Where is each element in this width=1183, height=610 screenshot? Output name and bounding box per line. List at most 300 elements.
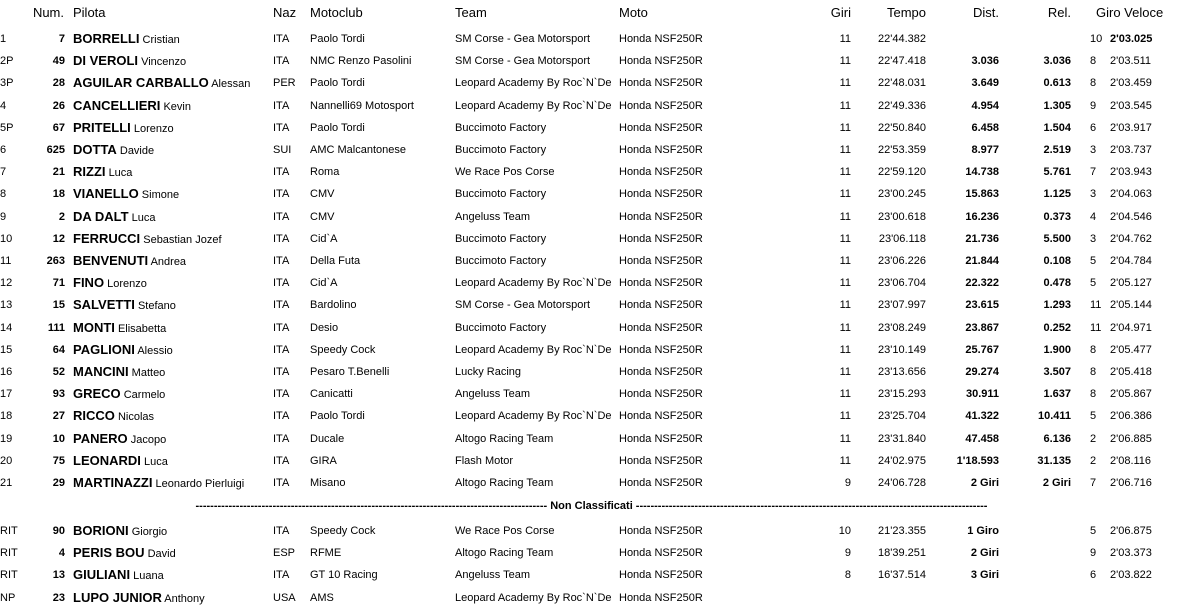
- position-cell: 20: [0, 454, 13, 467]
- team-cell: Leopard Academy By Roc`N`De: [455, 77, 612, 90]
- rider-given-name: Stefano: [137, 300, 176, 313]
- best-lap-time-cell: 2'03.511: [1110, 55, 1152, 68]
- team-cell: Angeluss Team: [455, 569, 531, 582]
- rider-name-cell: [73, 587, 273, 610]
- motoclub-cell: Pesaro T.Benelli: [310, 366, 390, 378]
- gap-cell: 23.867: [965, 321, 999, 334]
- interval-cell: 0.373: [1043, 210, 1071, 223]
- rider-number-cell: 93: [52, 388, 65, 401]
- bike-cell: Honda NSF250R: [619, 232, 703, 245]
- team-cell: Lucky Racing: [455, 366, 522, 378]
- position-cell: 14: [0, 321, 13, 334]
- motoclub-cell: Speedy Cock: [310, 343, 376, 356]
- interval-cell: 2 Giri: [1042, 477, 1071, 489]
- team-cell: Buccimoto Factory: [455, 232, 547, 245]
- best-lap-time-cell: 2'06.875: [1110, 525, 1152, 537]
- bike-cell: Honda NSF250R: [619, 299, 703, 312]
- laps-cell: 10: [838, 525, 851, 537]
- rider-number-cell: 12: [52, 232, 65, 245]
- nation-cell: ITA: [273, 255, 290, 267]
- rider-given-name: Lorenzo: [107, 278, 147, 291]
- rider-name-cell: [73, 95, 273, 118]
- rider-given-name: Vincenzo: [141, 56, 187, 69]
- table-row: [0, 117, 1183, 139]
- laps-cell: 11: [839, 166, 851, 179]
- rider-surname: MONTI: [73, 319, 115, 335]
- team-cell: Leopard Academy By Roc`N`De: [455, 99, 612, 112]
- best-lap-number-cell: 8: [1090, 366, 1097, 378]
- interval-cell: 10.411: [1037, 410, 1071, 423]
- bike-cell: Honda NSF250R: [619, 388, 703, 401]
- rider-number-cell: 111: [47, 321, 65, 334]
- rider-number-cell: 21: [52, 166, 65, 179]
- motoclub-cell: Ducale: [310, 432, 345, 445]
- rider-name-cell: [73, 294, 273, 317]
- gap-cell: 3 Giri: [970, 569, 999, 582]
- rider-surname: VIANELLO: [73, 186, 139, 202]
- best-lap-time-cell: 2'06.716: [1110, 477, 1152, 489]
- laps-cell: 8: [844, 569, 851, 582]
- rider-surname: MANCINI: [73, 364, 129, 379]
- laps-cell: 11: [839, 277, 851, 290]
- rider-given-name: Simone: [141, 189, 180, 202]
- rider-surname: FINO: [73, 275, 105, 291]
- best-lap-number-cell: 4: [1090, 210, 1097, 223]
- best-lap-time-cell: 2'03.459: [1110, 77, 1152, 90]
- rider-surname: RICCO: [73, 408, 115, 424]
- header-tempo: Tempo: [886, 5, 926, 20]
- rider-given-name: Luca: [143, 455, 168, 468]
- best-lap-number-cell: 9: [1090, 547, 1097, 560]
- bike-cell: Honda NSF250R: [619, 410, 703, 423]
- team-cell: Leopard Academy By Roc`N`De: [455, 277, 612, 290]
- rider-name-cell: [73, 428, 273, 451]
- rider-given-name: David: [147, 548, 176, 561]
- rider-number-cell: 4: [58, 547, 65, 560]
- table-row: [0, 294, 1183, 316]
- rider-surname: BENVENUTI: [73, 253, 149, 268]
- table-row: [0, 28, 1183, 50]
- nation-cell: ITA: [273, 99, 290, 112]
- team-cell: Altogo Racing Team: [455, 477, 554, 489]
- rider-number-cell: 26: [52, 99, 65, 112]
- rider-surname: LEONARDI: [73, 452, 141, 468]
- table-row: [0, 361, 1183, 383]
- rider-name-cell: [73, 564, 273, 587]
- rider-surname: PANERO: [73, 430, 128, 446]
- non-classified-separator: ------------------------------------------------------------------------------------------------ Non Classificati ------------------------------------------------------------------------------------------------: [195, 500, 988, 512]
- gap-cell: 8.977: [971, 144, 999, 156]
- nation-cell: ITA: [273, 410, 290, 423]
- interval-cell: 3.507: [1043, 366, 1071, 378]
- best-lap-number-cell: 6: [1090, 121, 1097, 134]
- rider-name-cell: [73, 317, 273, 340]
- position-cell: 11: [0, 255, 12, 267]
- table-row: [0, 428, 1183, 450]
- rider-given-name: Luana: [133, 570, 164, 583]
- time-cell: 23'00.245: [878, 188, 926, 201]
- laps-cell: 9: [844, 477, 851, 489]
- interval-cell: 0.478: [1043, 277, 1071, 290]
- best-lap-time-cell: 2'05.127: [1110, 277, 1152, 290]
- motoclub-cell: Canicatti: [310, 388, 353, 401]
- bike-cell: Honda NSF250R: [619, 569, 703, 582]
- rider-number-cell: 7: [58, 33, 65, 45]
- rider-surname: DOTTA: [73, 142, 117, 157]
- bike-cell: Honda NSF250R: [619, 454, 703, 467]
- best-lap-number-cell: 5: [1090, 410, 1097, 423]
- rider-number-cell: 18: [52, 188, 65, 201]
- interval-cell: 0.252: [1043, 321, 1071, 334]
- position-cell: 2P: [0, 55, 14, 68]
- table-row: [0, 272, 1183, 294]
- nation-cell: ITA: [273, 299, 290, 312]
- rider-name-cell: [73, 405, 273, 428]
- best-lap-time-cell: 2'03.917: [1110, 121, 1152, 134]
- table-row: [0, 339, 1183, 361]
- table-row: [0, 383, 1183, 405]
- interval-cell: 1.900: [1043, 343, 1071, 356]
- motoclub-cell: CMV: [310, 210, 335, 223]
- rider-surname: PAGLIONI: [73, 341, 135, 357]
- header-moto: Moto: [619, 5, 648, 20]
- team-cell: We Race Pos Corse: [455, 166, 555, 179]
- position-cell: RIT: [0, 547, 18, 560]
- table-header: [0, 0, 1183, 22]
- team-cell: Buccimoto Factory: [455, 188, 547, 201]
- time-cell: 22'49.336: [878, 99, 926, 112]
- bike-cell: Honda NSF250R: [619, 591, 703, 604]
- rider-number-cell: 10: [52, 432, 65, 445]
- laps-cell: 11: [839, 454, 851, 467]
- interval-cell: 0.108: [1043, 255, 1071, 267]
- bike-cell: Honda NSF250R: [619, 343, 703, 356]
- position-cell: 7: [0, 166, 7, 179]
- team-cell: SM Corse - Gea Motorsport: [455, 299, 591, 312]
- position-cell: 4: [0, 99, 7, 112]
- gap-cell: 23.615: [965, 299, 999, 312]
- time-cell: 22'44.382: [878, 33, 926, 45]
- position-cell: 15: [0, 343, 13, 356]
- header-rel: Rel.: [1047, 5, 1071, 20]
- table-row: [0, 472, 1183, 494]
- time-cell: 23'00.618: [878, 210, 926, 223]
- best-lap-number-cell: 5: [1090, 255, 1097, 267]
- header-team: Team: [455, 5, 487, 20]
- position-cell: 19: [0, 432, 13, 445]
- header-giro-veloce: Giro Veloce: [1096, 5, 1164, 20]
- motoclub-cell: Bardolino: [310, 299, 357, 312]
- rider-surname: GRECO: [73, 386, 121, 402]
- motoclub-cell: GT 10 Racing: [310, 569, 378, 582]
- best-lap-number-cell: 2: [1090, 432, 1097, 445]
- position-cell: 3P: [0, 77, 14, 90]
- rider-given-name: Anthony: [164, 592, 205, 605]
- position-cell: 16: [0, 366, 13, 378]
- position-cell: 17: [0, 388, 13, 401]
- best-lap-number-cell: 8: [1090, 388, 1097, 401]
- laps-cell: 11: [839, 33, 851, 45]
- bike-cell: Honda NSF250R: [619, 210, 703, 223]
- laps-cell: 11: [839, 55, 851, 68]
- rider-given-name: Elisabetta: [117, 322, 167, 335]
- nation-cell: ITA: [273, 232, 290, 245]
- header-pilota: Pilota: [73, 5, 106, 20]
- position-cell: 18: [0, 410, 13, 423]
- team-cell: Angeluss Team: [455, 210, 531, 223]
- rider-name-cell: [73, 50, 273, 73]
- motoclub-cell: Speedy Cock: [310, 525, 376, 537]
- best-lap-time-cell: 2'04.762: [1110, 232, 1152, 245]
- best-lap-number-cell: 8: [1090, 77, 1097, 90]
- time-cell: 16'37.514: [878, 569, 926, 582]
- rider-number-cell: 67: [52, 121, 65, 134]
- rider-number-cell: 23: [52, 591, 65, 604]
- rider-name-cell: [73, 139, 273, 162]
- laps-cell: 11: [839, 366, 851, 378]
- laps-cell: 11: [839, 410, 851, 423]
- rider-surname: PRITELLI: [73, 119, 131, 135]
- rider-name-cell: [73, 520, 273, 543]
- best-lap-number-cell: 9: [1090, 99, 1097, 112]
- motoclub-cell: Paolo Tordi: [310, 410, 365, 423]
- interval-cell: 1.637: [1043, 388, 1071, 401]
- best-lap-time-cell: 2'05.144: [1110, 299, 1152, 312]
- laps-cell: 11: [839, 388, 851, 401]
- laps-cell: 11: [839, 255, 851, 267]
- rider-name-cell: [73, 117, 273, 140]
- laps-cell: 11: [839, 99, 851, 112]
- rider-number-cell: 263: [46, 255, 65, 267]
- gap-cell: 21.844: [965, 255, 999, 267]
- table-row: [0, 542, 1183, 564]
- rider-surname: DA DALT: [73, 208, 129, 224]
- rider-given-name: Nicolas: [117, 411, 155, 424]
- nation-cell: ITA: [273, 210, 290, 223]
- rider-given-name: Kevin: [163, 100, 191, 113]
- position-cell: 13: [0, 299, 13, 312]
- gap-cell: 25.767: [965, 343, 999, 356]
- interval-cell: 5.500: [1043, 232, 1071, 245]
- gap-cell: 22.322: [965, 277, 999, 290]
- table-row: [0, 405, 1183, 427]
- time-cell: 23'13.656: [878, 366, 926, 378]
- nation-cell: ITA: [273, 321, 290, 334]
- laps-cell: 11: [839, 77, 851, 90]
- motoclub-cell: Della Futa: [310, 255, 361, 267]
- laps-cell: 11: [839, 121, 851, 134]
- rider-name-cell: [73, 339, 273, 362]
- nation-cell: PER: [273, 77, 296, 90]
- rider-surname: DI VEROLI: [73, 53, 139, 69]
- gap-cell: 3.036: [971, 55, 999, 68]
- rider-surname: BORRELLI: [73, 31, 140, 46]
- rider-name-cell: [73, 383, 273, 406]
- best-lap-time-cell: 2'03.737: [1110, 144, 1152, 156]
- motoclub-cell: Roma: [310, 166, 340, 179]
- rider-given-name: Jacopo: [130, 433, 167, 446]
- rider-surname: MARTINAZZI: [73, 475, 153, 490]
- nation-cell: ESP: [273, 547, 296, 560]
- interval-cell: 31.135: [1037, 454, 1071, 467]
- table-row: [0, 72, 1183, 94]
- rider-given-name: Lorenzo: [133, 122, 174, 135]
- rider-name-cell: [73, 450, 273, 473]
- rider-surname: CANCELLIERI: [73, 97, 161, 113]
- best-lap-time-cell: 2'06.386: [1110, 410, 1152, 423]
- interval-cell: 2.519: [1043, 144, 1071, 156]
- interval-cell: 5.761: [1043, 166, 1071, 179]
- rider-given-name: Alessan: [211, 78, 251, 91]
- motoclub-cell: Nannelli69 Motosport: [310, 99, 414, 112]
- nation-cell: ITA: [273, 432, 290, 445]
- nation-cell: ITA: [273, 55, 290, 68]
- nation-cell: ITA: [273, 343, 290, 356]
- table-row: [0, 183, 1183, 205]
- rider-surname: BORIONI: [73, 523, 129, 538]
- bike-cell: Honda NSF250R: [619, 166, 703, 179]
- best-lap-time-cell: 2'05.867: [1110, 388, 1152, 401]
- gap-cell: 30.911: [965, 388, 999, 401]
- position-cell: 12: [0, 277, 13, 290]
- gap-cell: 47.458: [965, 432, 999, 445]
- team-cell: Buccimoto Factory: [455, 144, 547, 156]
- team-cell: We Race Pos Corse: [455, 525, 555, 537]
- header-motoclub: Motoclub: [310, 5, 363, 20]
- interval-cell: 1.293: [1043, 299, 1071, 312]
- rider-surname: AGUILAR CARBALLO: [73, 75, 209, 91]
- best-lap-time-cell: 2'05.418: [1110, 366, 1152, 378]
- time-cell: 23'06.118: [878, 232, 926, 245]
- bike-cell: Honda NSF250R: [619, 188, 703, 201]
- rider-number-cell: 2: [58, 210, 65, 223]
- rider-given-name: Sebastian Jozef: [143, 233, 222, 246]
- rider-name-cell: [73, 361, 273, 384]
- rider-number-cell: 64: [52, 343, 65, 356]
- rider-given-name: Carmelo: [123, 389, 166, 402]
- table-row: [0, 450, 1183, 472]
- time-cell: 21'23.355: [878, 525, 926, 537]
- best-lap-number-cell: 11: [1090, 321, 1102, 334]
- gap-cell: 21.736: [965, 232, 999, 245]
- best-lap-time-cell: 2'08.116: [1110, 454, 1152, 467]
- rider-number-cell: 52: [52, 366, 65, 378]
- team-cell: Altogo Racing Team: [455, 547, 554, 560]
- best-lap-number-cell: 7: [1090, 477, 1097, 489]
- best-lap-number-cell: 7: [1090, 166, 1097, 179]
- motoclub-cell: NMC Renzo Pasolini: [310, 55, 412, 68]
- rider-number-cell: 28: [52, 77, 65, 90]
- position-cell: 8: [0, 188, 7, 201]
- time-cell: 24'02.975: [878, 454, 926, 467]
- best-lap-number-cell: 3: [1090, 188, 1097, 201]
- best-lap-number-cell: 5: [1090, 525, 1097, 537]
- rider-number-cell: 71: [52, 277, 65, 290]
- laps-cell: 11: [839, 343, 851, 356]
- gap-cell: 16.236: [965, 210, 999, 223]
- bike-cell: Honda NSF250R: [619, 121, 703, 134]
- table-row: [0, 161, 1183, 183]
- gap-cell: 2 Giri: [970, 547, 999, 560]
- rider-name-cell: [73, 472, 273, 495]
- table-row: [0, 95, 1183, 117]
- position-cell: 6: [0, 144, 7, 156]
- table-row: [0, 206, 1183, 228]
- gap-cell: 3.649: [971, 77, 999, 90]
- rider-surname: FERRUCCI: [73, 230, 141, 246]
- rider-name-cell: [73, 183, 273, 206]
- time-cell: 18'39.251: [878, 547, 926, 560]
- rider-name-cell: [73, 28, 273, 51]
- time-cell: 23'31.840: [878, 432, 926, 445]
- interval-cell: 3.036: [1043, 55, 1071, 68]
- nation-cell: ITA: [273, 366, 290, 378]
- gap-cell: 6.458: [971, 121, 999, 134]
- table-row: [0, 317, 1183, 339]
- bike-cell: Honda NSF250R: [619, 255, 703, 267]
- motoclub-cell: Paolo Tordi: [310, 33, 365, 45]
- motoclub-cell: GIRA: [310, 454, 337, 467]
- position-cell: 21: [0, 477, 13, 489]
- position-cell: 5P: [0, 121, 14, 134]
- rider-given-name: Luca: [108, 167, 133, 180]
- rider-name-cell: [73, 272, 273, 295]
- gap-cell: 15.863: [965, 188, 999, 201]
- best-lap-number-cell: 10: [1090, 33, 1103, 45]
- gap-cell: 1 Giro: [967, 525, 999, 537]
- best-lap-number-cell: 8: [1090, 343, 1097, 356]
- gap-cell: 41.322: [965, 410, 999, 423]
- best-lap-time-cell: 2'06.885: [1110, 432, 1152, 445]
- gap-cell: 14.738: [965, 166, 999, 179]
- table-row: [0, 139, 1183, 161]
- best-lap-number-cell: 8: [1090, 55, 1097, 68]
- motoclub-cell: Paolo Tordi: [310, 77, 365, 90]
- table-row: [0, 250, 1183, 272]
- rider-name-cell: [73, 542, 273, 565]
- best-lap-time-cell: 2'03.025: [1110, 33, 1153, 45]
- rider-number-cell: 49: [52, 55, 65, 68]
- table-row: [0, 228, 1183, 250]
- laps-cell: 9: [844, 547, 851, 560]
- position-cell: 1: [0, 33, 7, 45]
- team-cell: Flash Motor: [455, 454, 514, 467]
- nation-cell: SUI: [273, 144, 292, 156]
- bike-cell: Honda NSF250R: [619, 366, 703, 378]
- best-lap-number-cell: 6: [1090, 569, 1097, 582]
- rider-surname: RIZZI: [73, 164, 106, 180]
- bike-cell: Honda NSF250R: [619, 432, 703, 445]
- time-cell: 23'25.704: [878, 410, 926, 423]
- table-row: [0, 587, 1183, 609]
- motoclub-cell: AMC Malcantonese: [310, 144, 406, 156]
- laps-cell: 11: [839, 188, 851, 201]
- position-cell: RIT: [0, 569, 18, 582]
- header-dist: Dist.: [973, 5, 999, 20]
- best-lap-time-cell: 2'04.971: [1110, 321, 1152, 334]
- best-lap-number-cell: 5: [1090, 277, 1097, 290]
- rider-name-cell: [73, 228, 273, 251]
- time-cell: 23'08.249: [878, 321, 926, 334]
- rider-number-cell: 90: [52, 525, 65, 537]
- nation-cell: ITA: [273, 525, 290, 537]
- rider-given-name: Giorgio: [131, 526, 168, 538]
- rider-surname: LUPO JUNIOR: [73, 589, 162, 605]
- best-lap-number-cell: 3: [1090, 232, 1097, 245]
- bike-cell: Honda NSF250R: [619, 77, 703, 90]
- rider-number-cell: 27: [52, 410, 65, 423]
- gap-cell: 1'18.593: [956, 454, 999, 467]
